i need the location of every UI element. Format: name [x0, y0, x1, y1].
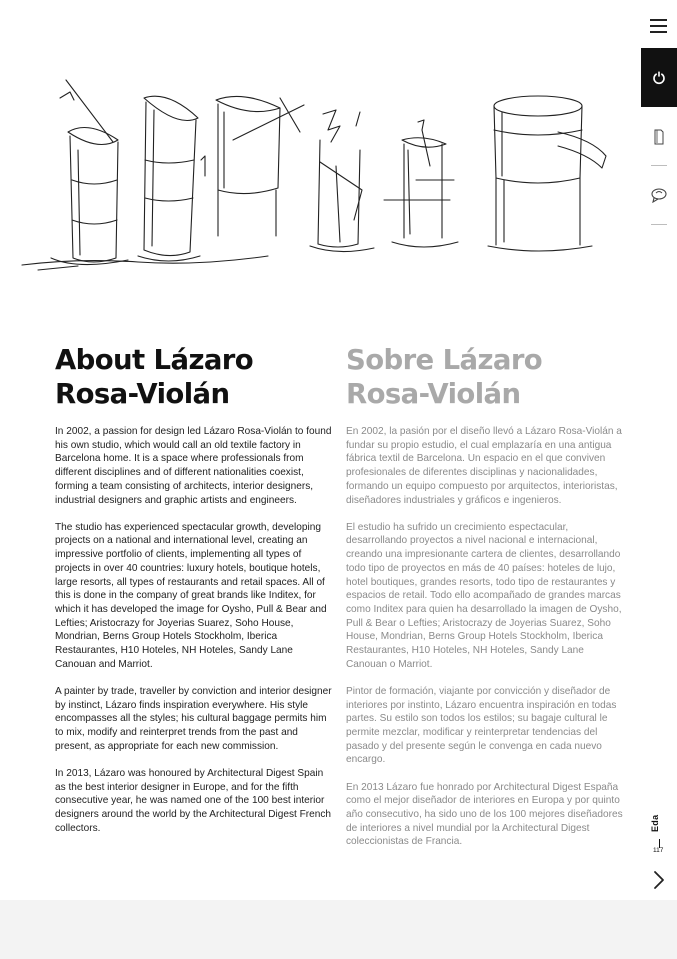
power-button[interactable]: [641, 48, 677, 107]
english-paragraph-3: A painter by trade, traveller by conviction and interior designer by instinct, Lázaro finds inspiration everywhere. His style encompasses all the styles; his cultural baggage permits him to mix, modify and reinterpret trends from the past and present, as appropriate for each new commission.: [55, 685, 332, 752]
english-title-line1: About Lázaro: [55, 344, 254, 376]
document-button[interactable]: [649, 126, 669, 148]
next-page-button[interactable]: [649, 869, 669, 891]
spanish-title: [346, 343, 626, 411]
power-icon: [652, 71, 666, 85]
english-paragraph-2: The studio has experienced spectacular growth, developing projects on a national and international level, creating an impressive portfolio of clients, implementing all types of projects in over 40 countries: luxury hotels, boutique hotels, large resorts, all types of restaurants and retail spaces. All of this is done in the company of great brands like Inditex, for which it has developed the image for Oysho, Pull & Bear and Lefties; Aristocrazy for Joyerias Suarez, Soho House, Mondrian, Berns Group Hotels Stockholm, Iberica Restaurantes, H10 Hoteles, NH Hoteles, Sandy Lane Canouan and Marriot.: [55, 521, 327, 670]
brand-label: Eda: [650, 814, 660, 832]
spanish-column: [346, 343, 626, 863]
spanish-paragraph-2: El estudio ha sufrido un crecimiento espectacular, desarrollando proyectos a nivel nacional e internacional, creando una impresionante cartera de clientes, desarrollando todo tipo de proyectos en más de 40 países: hoteles de lujo, hotel boutiques, grandes resorts, todo tipo de restaurantes y espacios de retail. Todo ello acompañado de grandes marcas como Inditex para quien ha desarrollado la imagen de Oysho, Pull & Bear o Lefties; Aristocrazy de Joyerias Suarez, Soho House, Mondrian, Berns Group Hotels Stockholm, Iberica Restaurantes, H10 Hoteles, NH Hoteles, Sandy Lane Canouan o Marriot.: [346, 521, 622, 670]
english-title-line2: Rosa-Violán: [55, 378, 230, 410]
english-paragraph-1: In 2002, a passion for design led Lázaro Rosa-Violán to found his own studio, which would call an old textile factory in Barcelona home. It is a space where professionals from different disciplines and of different nationalities coexist, forming a team consisting of architects, interior designers, industrial designers and graphic artists and engineers.: [55, 426, 332, 506]
spanish-paragraph-3: Pintor de formación, viajante por convicción y diseñador de interiores por instinto, Lázaro encuentra inspiración en todas partes. Su estilo son todos los estilos; su bagaje cultural le permite mezclar, modificar y reinterpretar tendencias del pasado y del presente según le convenga en cada nuevo encargo.: [346, 685, 617, 766]
chat-icon: [650, 187, 668, 203]
spanish-title-line1: Sobre Lázaro: [346, 344, 543, 376]
page-number: 117: [653, 847, 664, 854]
spanish-paragraph-1: En 2002, la pasión por el diseño llevó a Lázaro Rosa-Violán a fundar su propio estudio, el cual emplazaría en una antigua fábrica textil de Barcelona. Un espacio en el que conviven profesionales de diferentes disciplinas y nacionalidades, formando un equipo compuesto por arquitectos, interioristas, diseñadores industriales y gráficos e ingenieros.: [346, 426, 622, 506]
spanish-title-line2: Rosa-Violán: [346, 378, 521, 410]
magazine-brand-marker: [648, 812, 670, 852]
menu-button[interactable]: [649, 16, 669, 36]
english-paragraph-4: In 2013, Lázaro was honoured by Architectural Digest Spain as the best interior designer in Europe, and for the fifth consecutive year, he was named one of the 100 best interior designers around the world by the Architectural Digest French collectors.: [55, 767, 332, 834]
rail-divider: [651, 224, 667, 225]
viewer-bottom-area: [0, 900, 677, 959]
rail-divider: [651, 165, 667, 166]
english-column: [55, 343, 335, 849]
english-title: [55, 343, 335, 411]
chevron-right-icon: [649, 869, 669, 891]
hamburger-menu-icon: [650, 19, 667, 21]
right-toolbar: [641, 0, 677, 900]
spanish-paragraph-4: En 2013 Lázaro fue honrado por Architectural Digest España como el mejor diseñador de interiores en Europa y por quinto año consecutivo, ha sido uno de los 100 mejores diseñadores de interiores a nivel mundial por la Architectural Digest coleccionistas de Francia.: [346, 781, 623, 848]
furniture-sketch-illustration: [18, 70, 618, 285]
chat-button[interactable]: [649, 184, 669, 206]
document-icon: [653, 129, 665, 145]
